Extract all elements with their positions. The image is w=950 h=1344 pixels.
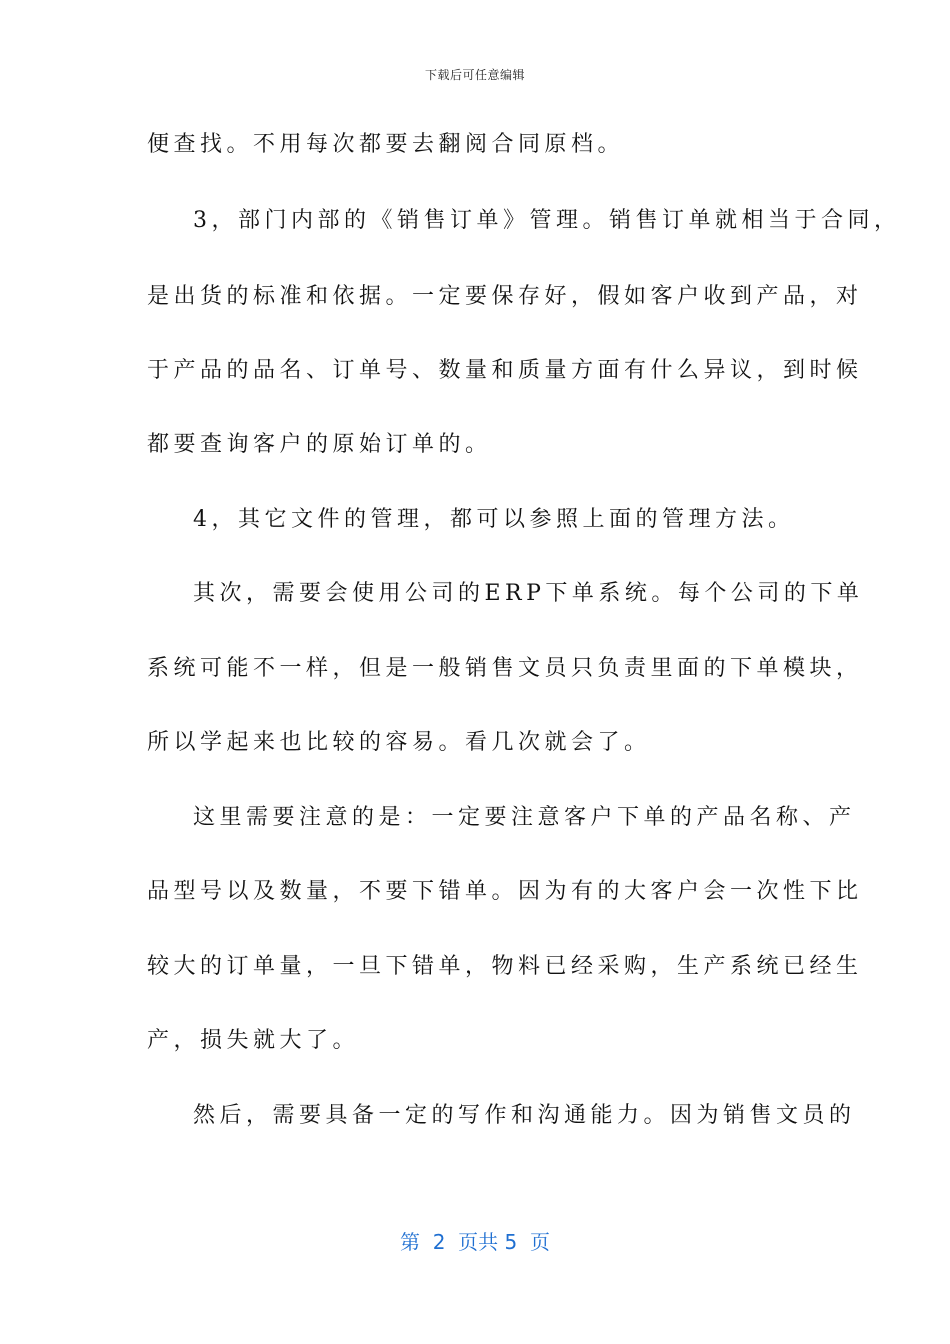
body-line-4: 于产品的品名、订单号、数量和质量方面有什么异议，到时候 (147, 358, 863, 383)
body-line-3: 是出货的标准和依据。一定要保存好，假如客户收到产品，对 (147, 284, 863, 309)
body-line-12: 较大的订单量，一旦下错单，物料已经采购，生产系统已经生 (147, 954, 863, 979)
page-number-footer: 第 2 页共 5 页 (400, 1230, 550, 1254)
body-line-10: 这里需要注意的是：一定要注意客户下单的产品名称、产 (147, 805, 856, 830)
page-header: 下载后可任意编辑 (424, 68, 525, 82)
body-line-13: 产，损失就大了。 (147, 1028, 360, 1053)
body-line-14: 然后，需要具备一定的写作和沟通能力。因为销售文员的 (147, 1103, 856, 1128)
body-line-11: 品型号以及数量，不要下错单。因为有的大客户会一次性下比 (147, 879, 863, 904)
body-line-9: 所以学起来也比较的容易。看几次就会了。 (147, 730, 651, 755)
body-line-5: 都要查询客户的原始订单的。 (147, 432, 492, 457)
body-line-7: 其次，需要会使用公司的ERP下单系统。每个公司的下单 (147, 581, 864, 606)
body-line-1: 便查找。不用每次都要去翻阅合同原档。 (147, 132, 625, 157)
body-line-6: 4，其它文件的管理，都可以参照上面的管理方法。 (147, 507, 795, 532)
body-line-8: 系统可能不一样，但是一般销售文员只负责里面的下单模块， (147, 656, 863, 681)
body-line-2: 3，部门内部的《销售订单》管理。销售订单就相当于合同， (147, 208, 901, 233)
